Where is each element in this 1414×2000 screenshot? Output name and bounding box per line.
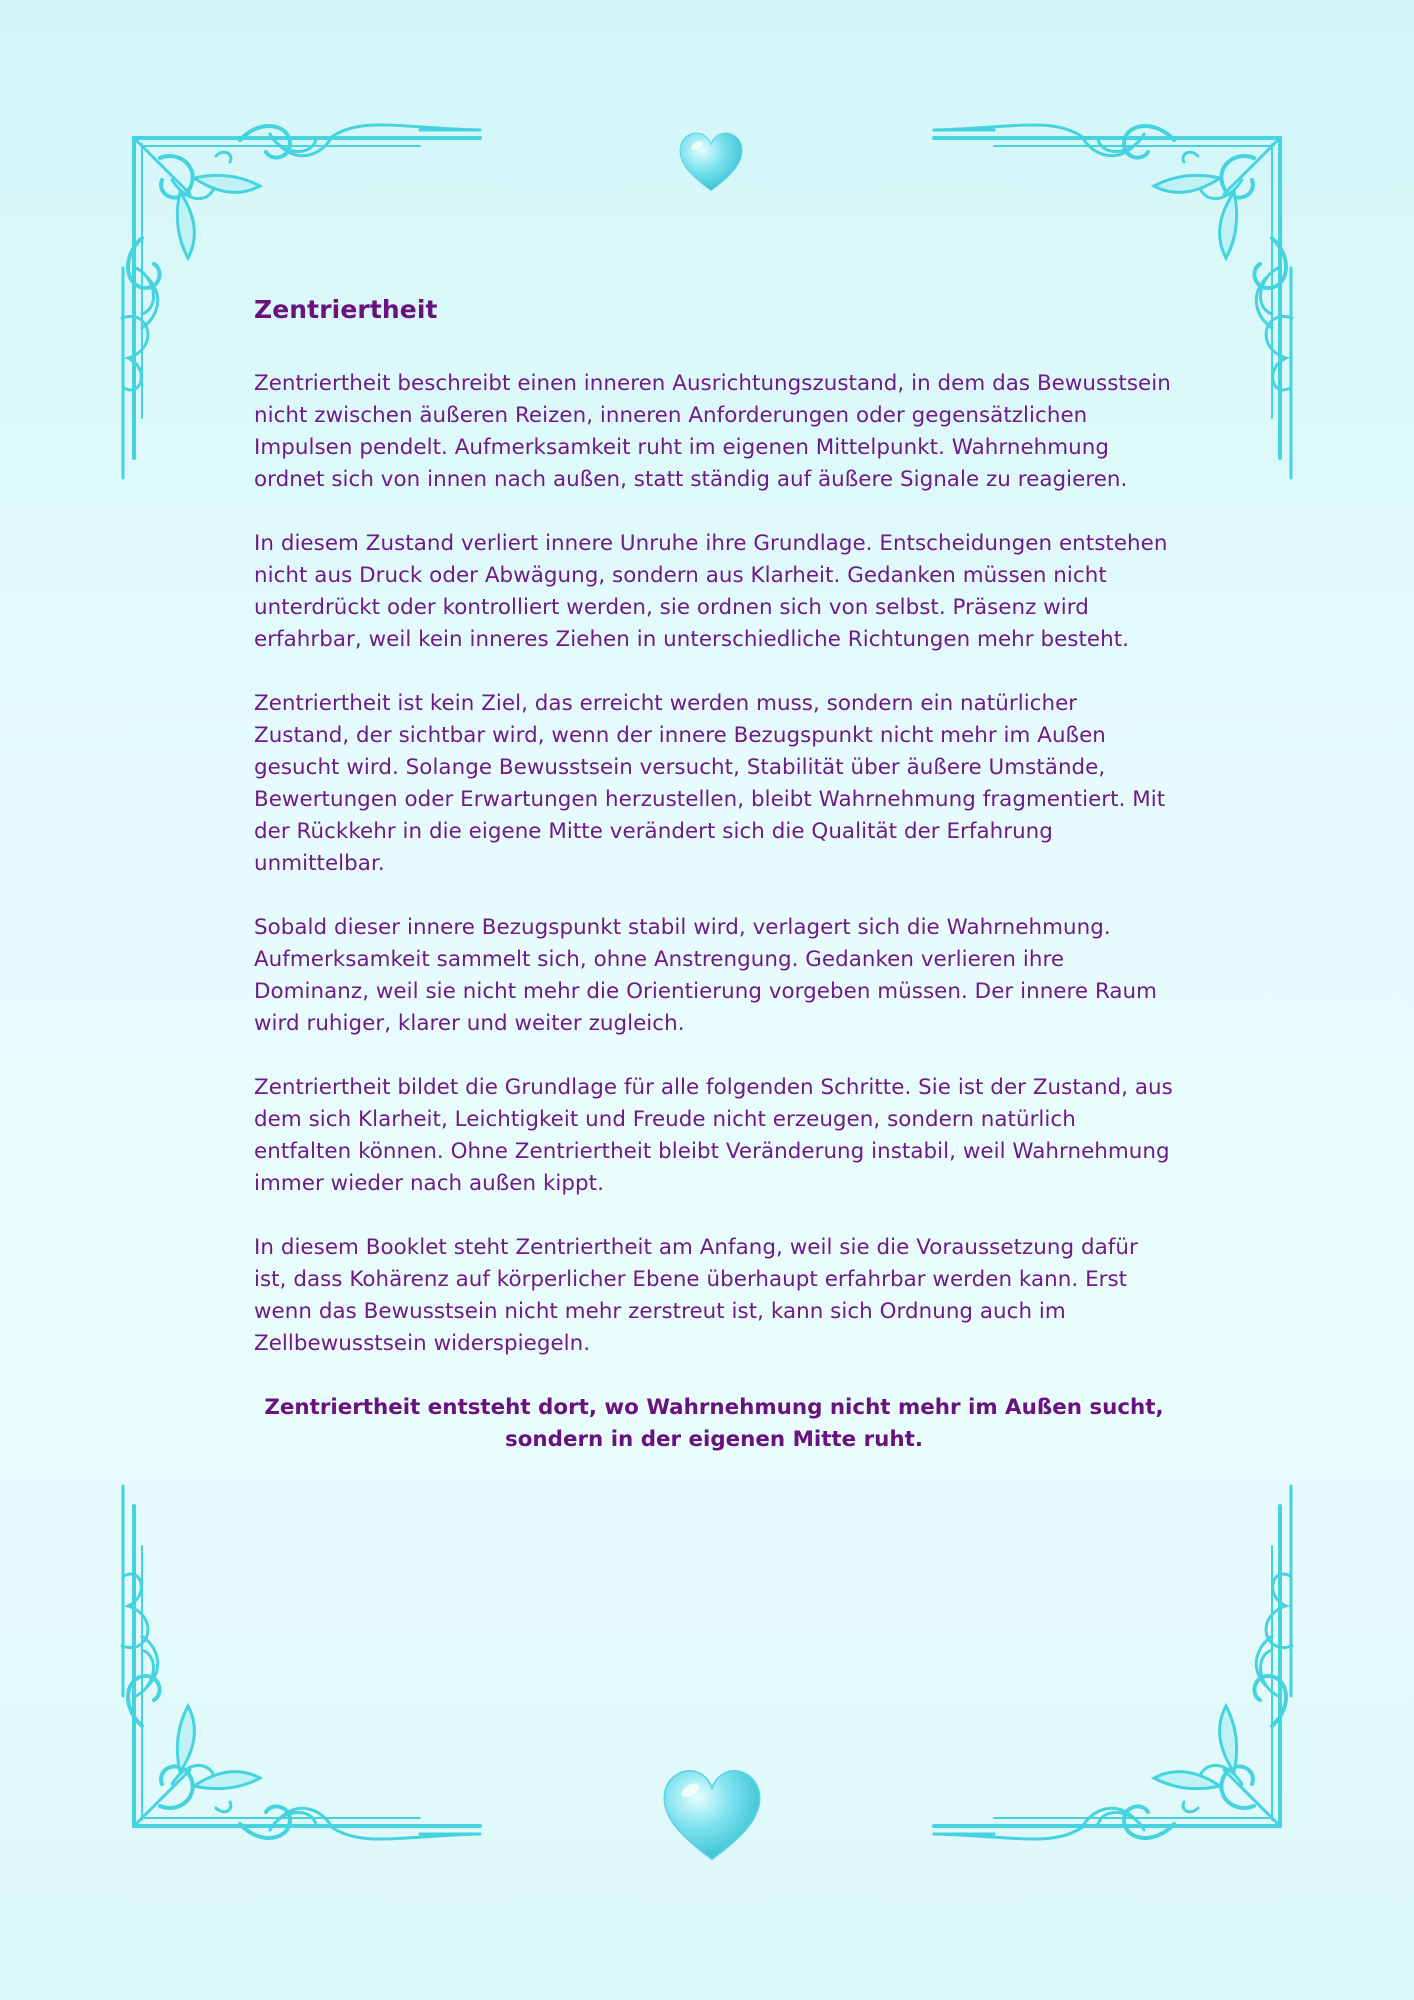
closing-line: Zentriertheit entsteht dort, wo Wahrnehmung nicht mehr im Außen sucht, <box>264 1395 1164 1420</box>
closing-statement <box>254 1392 1174 1456</box>
paragraph: In diesem Booklet steht Zentriertheit am Anfang, weil sie die Voraussetzung dafür ist, dass Kohärenz auf körperlicher Ebene überhaupt erfahrbar werden kann. Erst wenn das Bewusstsein nicht mehr zerstreut ist, kann sich Ordnung auch im Zellbewusstsein widerspiegeln. <box>254 1235 1138 1356</box>
paragraph: Zentriertheit bildet die Grundlage für alle folgenden Schritte. Sie ist der Zustand, aus dem sich Klarheit, Leichtigkeit und Freude nicht erzeugen, sondern natürlich entfalten können. Ohne Zentriertheit bleibt Veränderung instabil, weil Wahrnehmung immer wieder nach außen kippt. <box>254 1075 1173 1196</box>
paragraph: Sobald dieser innere Bezugspunkt stabil wird, verlagert sich die Wahrnehmung. Aufmerksamkeit sammelt sich, ohne Anstrengung. Gedanken verlieren ihre Dominanz, weil sie nicht mehr die Orientierung vorgeben müssen. Der innere Raum wird ruhiger, klarer und weiter zugleich. <box>254 915 1158 1036</box>
heart-icon <box>676 126 746 196</box>
page-title: Zentriertheit <box>254 295 438 324</box>
heart-icon <box>656 1760 768 1868</box>
paragraph: Zentriertheit beschreibt einen inneren Ausrichtungszustand, in dem das Bewusstsein nicht zwischen äußeren Reizen, inneren Anforderungen oder gegensätzlichen Impulsen pendelt. Aufmerksamkeit ruht im eigenen Mittelpunkt. Wahrnehmung ordnet sich von innen nach außen, statt ständig auf äußere Signale zu reagieren. <box>254 371 1171 492</box>
closing-line: sondern in der eigenen Mitte ruht. <box>505 1427 923 1452</box>
text-block <box>254 295 1174 1456</box>
corner-ornament-icon <box>120 1466 500 1846</box>
corner-ornament-icon <box>914 1466 1294 1846</box>
paragraph: Zentriertheit ist kein Ziel, das erreicht werden muss, sondern ein natürlicher Zustand, der sichtbar wird, wenn der innere Bezugspunkt nicht mehr im Außen gesucht wird. Solange Bewusstsein versucht, Stabilität über äußere Umstände, Bewertungen oder Erwartungen herzustellen, bleibt Wahrnehmung fragmentiert. Mit der Rückkehr in die eigene Mitte verändert sich die Qualität der Erfahrung unmittelbar. <box>254 691 1166 876</box>
paragraph: In diesem Zustand verliert innere Unruhe ihre Grundlage. Entscheidungen entstehen nicht aus Druck oder Abwägung, sondern aus Klarheit. Gedanken müssen nicht unterdrückt oder kontrolliert werden, sie ordnen sich von selbst. Präsenz wird erfahrbar, weil kein inneres Ziehen in unterschiedliche Richtungen mehr besteht. <box>254 531 1168 652</box>
